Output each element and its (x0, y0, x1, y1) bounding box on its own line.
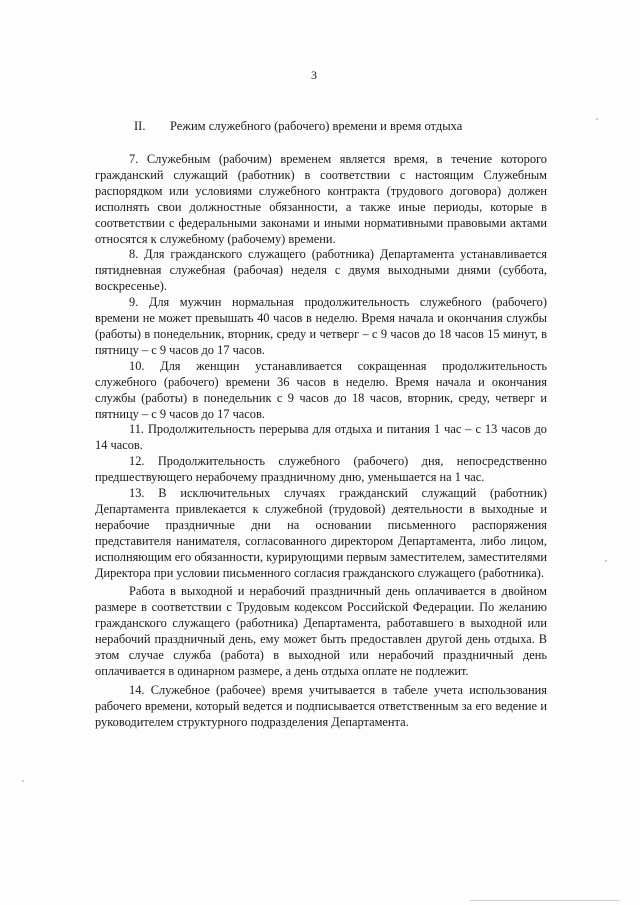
section-number: II. (134, 119, 146, 133)
document-body (95, 152, 547, 731)
paragraph-13-continuation: Работа в выходной и нерабочий праздничный день оплачивается в двойном размере в соответствии с Трудовым кодексом Российской Федерации. По желанию гражданского служащего (работника) Департамента, работавшего в выходной или нерабочий праздничный день, ему может быть предоставлен другой день отдыха. В этом случае служба (работа) в выходной или нерабочий праздничный день оплачивается в одинарном размере, а день отдыха оплате не подлежит. (95, 584, 547, 678)
scan-speck (22, 780, 24, 782)
paragraph-9: 9. Для мужчин нормальная продолжительность служебного (рабочего) времени не может превышать 40 часов в неделю. Время начала и окончания службы (работы) в понедельник, вторник, среду и четверг – с 9 часов до 18 часов 15 минут, в пятницу – с 9 часов до 17 часов. (95, 295, 547, 357)
section-heading (134, 119, 462, 134)
paragraph-11: 11. Продолжительность перерыва для отдыха и питания 1 час – с 13 часов до 14 часов. (95, 422, 547, 453)
paragraph-14: 14. Служебное (рабочее) время учитывается в табеле учета использования рабочего времени, который ведется и подписывается ответственным за его ведение и руководителем структурного подразделения Департамента. (95, 682, 547, 729)
paragraph-12: 12. Продолжительность служебного (рабочего) дня, непосредственно предшествующего нерабочему праздничному дню, уменьшается на 1 час. (95, 454, 547, 485)
paragraph-7: 7. Служебным (рабочим) временем является время, в течение которого гражданский служащий (работник) в соответствии с настоящим Служебным распорядком или условиями служебного контракта (трудового договора) должен исполнять свои должностные обязанности, а также иные периоды, которые в соответствии с федеральными законами и иными нормативными правовыми актами относятся к служебному (рабочему) времени. (95, 152, 547, 246)
scan-speck (596, 118, 598, 120)
paragraph-10: 10. Для женщин устанавливается сокращенная продолжительность служебного (рабочего) времени 36 часов в неделю. Время начала и окончания службы (работы) в понедельник с 9 часов до 18 часов, вторник, среду, четверг и пятницу – с 9 часов до 17 часов. (95, 358, 547, 421)
page-number: 3 (311, 68, 317, 82)
paragraph-8: 8. Для гражданского служащего (работника) Департамента устанавливается пятидневная служебная (рабочая) неделя с двумя выходными днями (суббота, воскресенье). (95, 247, 547, 294)
scan-speck (605, 560, 607, 562)
paragraph-13: 13. В исключительных случаях гражданский служащий (работник) Департамента привлекается к служебной (трудовой) деятельности в выходные и нерабочие праздничные дни на основании письменного распоряжения представителя нанимателя, согласованного директором Департамента, либо лицом, исполняющим его обязанности, курирующими первым заместителем, заместителями Директора при условии письменного согласия гражданского служащего (работника). (95, 486, 547, 580)
section-title: Режим служебного (рабочего) времени и время отдыха (170, 119, 463, 133)
scan-edge-line (470, 900, 620, 901)
